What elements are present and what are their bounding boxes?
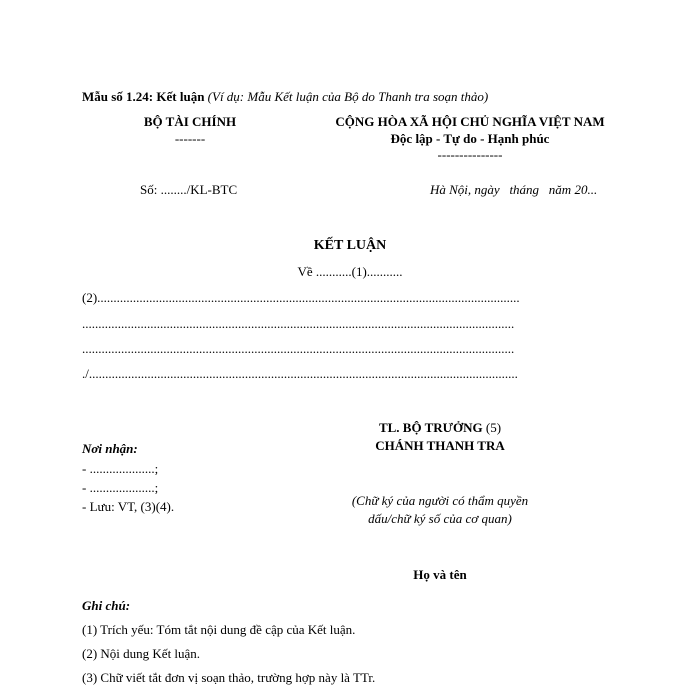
note-item: (2) Nội dung Kết luận. xyxy=(82,646,201,661)
body-line: ..................................................................................................................................../. xyxy=(82,366,518,381)
national-motto: Độc lập - Tự do - Hạnh phúc xyxy=(390,131,550,146)
signature-note-line1: (Chữ ký của người có thẩm quyền xyxy=(351,493,529,508)
subject-line xyxy=(250,264,450,280)
signature-title-bold: TL. BỘ TRƯỞNG xyxy=(378,420,483,435)
national-title: CỘNG HÒA XÃ HỘI CHỦ NGHĨA VIỆT NAM xyxy=(335,114,605,129)
agency-underline: ------- xyxy=(174,131,206,146)
recipient-item: - Lưu: VT, (3)(4). xyxy=(82,499,175,514)
note-item: (3) Chữ viết tắt đơn vị soạn thảo, trường hợp này là TTr. xyxy=(82,670,376,685)
national-block xyxy=(300,114,640,163)
recipients-block xyxy=(82,441,174,515)
signature-position: CHÁNH THANH TRA xyxy=(375,438,505,453)
signature-note xyxy=(330,493,550,527)
signature-title xyxy=(330,420,550,436)
signer-name: Họ và tên xyxy=(413,567,467,582)
form-heading xyxy=(82,89,488,105)
signature-title-suffix: (5) xyxy=(482,420,502,435)
subject-text: Về ...........(1)........... xyxy=(297,264,403,279)
notes-label: Ghi chú: xyxy=(82,598,131,613)
recipient-item: - ....................; xyxy=(82,461,159,476)
form-heading-example: (Ví dụ: Mẫu Kết luận của Bộ do Thanh tra soạn thảo) xyxy=(207,89,489,104)
body-line: (2).................................................................................................................................. xyxy=(82,290,520,305)
agency-block xyxy=(130,114,250,147)
note-item: (1) Trích yếu: Tóm tắt nội dung đề cập của Kết luận. xyxy=(82,622,356,637)
signature-note-line2: dấu/chữ ký số của cơ quan) xyxy=(368,511,512,526)
agency-name: BỘ TÀI CHÍNH xyxy=(143,114,237,129)
recipient-item: - ....................; xyxy=(82,480,159,495)
notes-block xyxy=(82,598,375,686)
body-line: ..................................................................................................................................... xyxy=(82,341,515,356)
body-line: ..................................................................................................................................... xyxy=(82,316,515,331)
place-date: Hà Nội, ngày tháng năm 20... xyxy=(430,182,598,197)
form-heading-label: Mẫu số 1.24: Kết luận xyxy=(82,89,205,104)
doc-number: Số: ......../KL-BTC xyxy=(140,182,238,197)
signature-block xyxy=(330,420,550,454)
recipients-label: Nơi nhận: xyxy=(82,441,138,456)
document-title: KẾT LUẬN xyxy=(313,238,387,253)
national-underline: --------------- xyxy=(437,147,503,162)
